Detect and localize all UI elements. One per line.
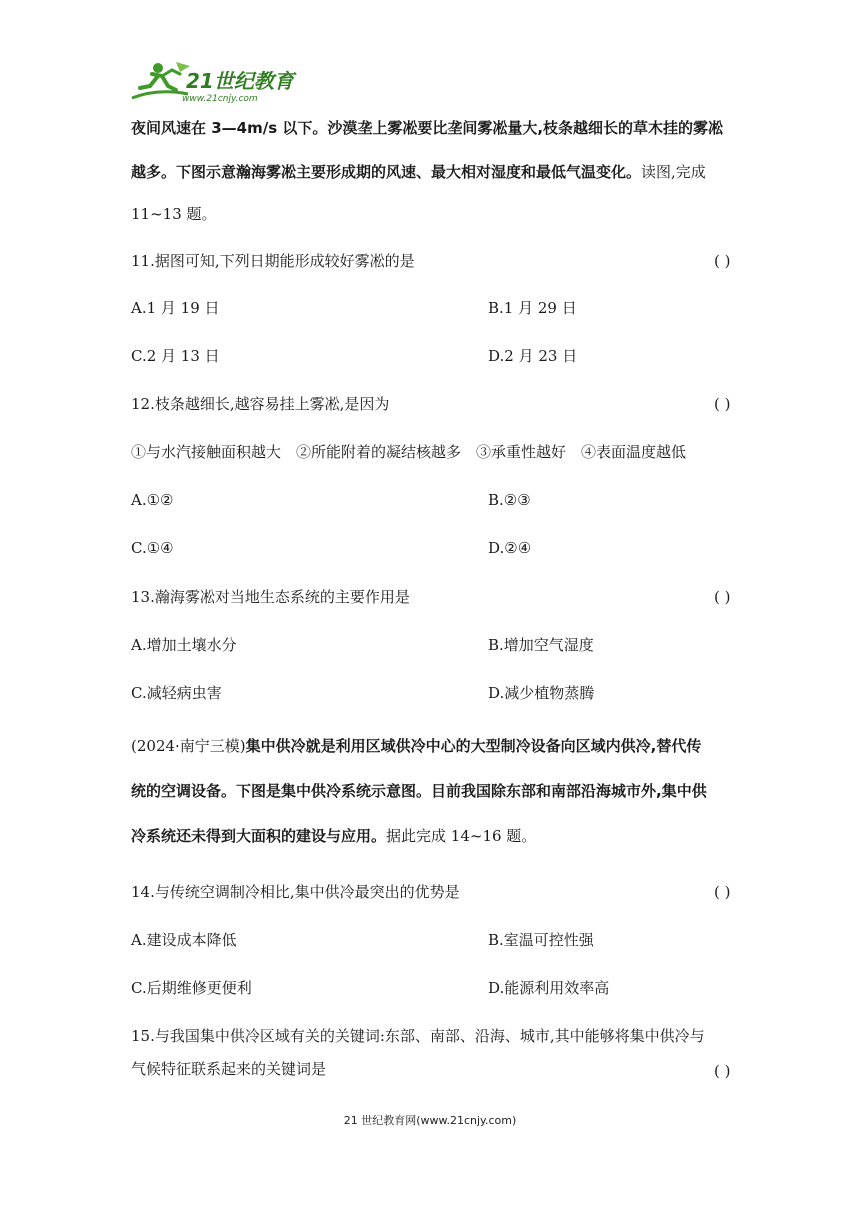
intro2-line-1	[131, 736, 701, 756]
q12-items: ①与水汽接触面积越大 ②所能附着的凝结核越多 ③承重性越好 ④表面温度越低	[131, 443, 687, 461]
q13-stem: 13.瀚海雾凇对当地生态系统的主要作用是	[131, 588, 410, 606]
q12-answer-paren: ( )	[714, 395, 731, 413]
q14-stem: 14.与传统空调制冷相比,集中供冷最突出的优势是	[131, 883, 460, 901]
q12-stem: 12.枝条越细长,越容易挂上雾凇,是因为	[131, 395, 390, 413]
q13-option-c: C.减轻病虫害	[131, 684, 222, 702]
q14-option-c: C.后期维修更便利	[131, 979, 252, 997]
site-logo	[128, 58, 298, 106]
intro-line-2-tail: 读图,完成	[641, 163, 706, 181]
intro2-line-3-tail: 据此完成 14~16 题。	[386, 827, 537, 845]
q11-option-b: B.1 月 29 日	[488, 299, 577, 317]
q12-option-c: C.①④	[131, 539, 174, 557]
intro2-line-3-bold: 冷系统还未得到大面积的建设与应用。	[131, 827, 387, 845]
q11-answer-paren: ( )	[714, 252, 731, 270]
intro-line-2	[131, 162, 706, 182]
q15-stem-line-1: 15.与我国集中供冷区域有关的关键词:东部、南部、沿海、城市,其中能够将集中供冷与	[131, 1027, 705, 1045]
q12-option-d: D.②④	[488, 539, 532, 557]
page-footer: 21 世纪教育网(www.21cnjy.com)	[343, 1114, 517, 1127]
intro2-line-3	[131, 826, 536, 846]
q11-option-d: D.2 月 23 日	[488, 347, 578, 365]
logo-brand: 21世纪教育	[186, 69, 294, 93]
q11-option-c: C.2 月 13 日	[131, 347, 220, 365]
intro-line-1: 夜间风速在 3—4m/s 以下。沙漠垄上雾凇要比垄间雾凇量大,枝条越细长的草木挂的雾凇	[131, 119, 724, 137]
q11-stem: 11.据图可知,下列日期能形成较好雾凇的是	[131, 252, 415, 270]
q13-option-b: B.增加空气湿度	[488, 636, 594, 654]
q13-answer-paren: ( )	[714, 588, 731, 606]
q13-option-a: A.增加土壤水分	[131, 636, 237, 654]
q14-option-a: A.建设成本降低	[131, 931, 237, 949]
intro-line-3: 11~13 题。	[131, 205, 217, 223]
q12-option-b: B.②③	[488, 491, 531, 509]
q11-option-a: A.1 月 19 日	[131, 299, 220, 317]
q14-option-b: B.室温可控性强	[488, 931, 594, 949]
q15-stem-line-2: 气候特征联系起来的关键词是	[131, 1060, 327, 1078]
q12-option-a: A.①②	[131, 491, 174, 509]
intro2-line-1-bold: 集中供冷就是利用区域供冷中心的大型制冷设备向区域内供冷,替代传	[245, 737, 702, 755]
logo-url: www.21cnjy.com	[182, 94, 258, 104]
intro2-line-2: 统的空调设备。下图是集中供冷系统示意图。目前我国除东部和南部沿海城市外,集中供	[131, 782, 707, 800]
q14-option-d: D.能源利用效率高	[488, 979, 610, 997]
intro2-source: (2024·南宁三模)	[131, 737, 246, 755]
q15-answer-paren: ( )	[714, 1062, 731, 1080]
q14-answer-paren: ( )	[714, 883, 731, 901]
runner-logo-icon	[128, 58, 298, 106]
intro-line-2-bold: 越多。下图示意瀚海雾凇主要形成期的风速、最大相对湿度和最低气温变化。	[131, 163, 642, 181]
q13-option-d: D.减少植物蒸腾	[488, 684, 595, 702]
